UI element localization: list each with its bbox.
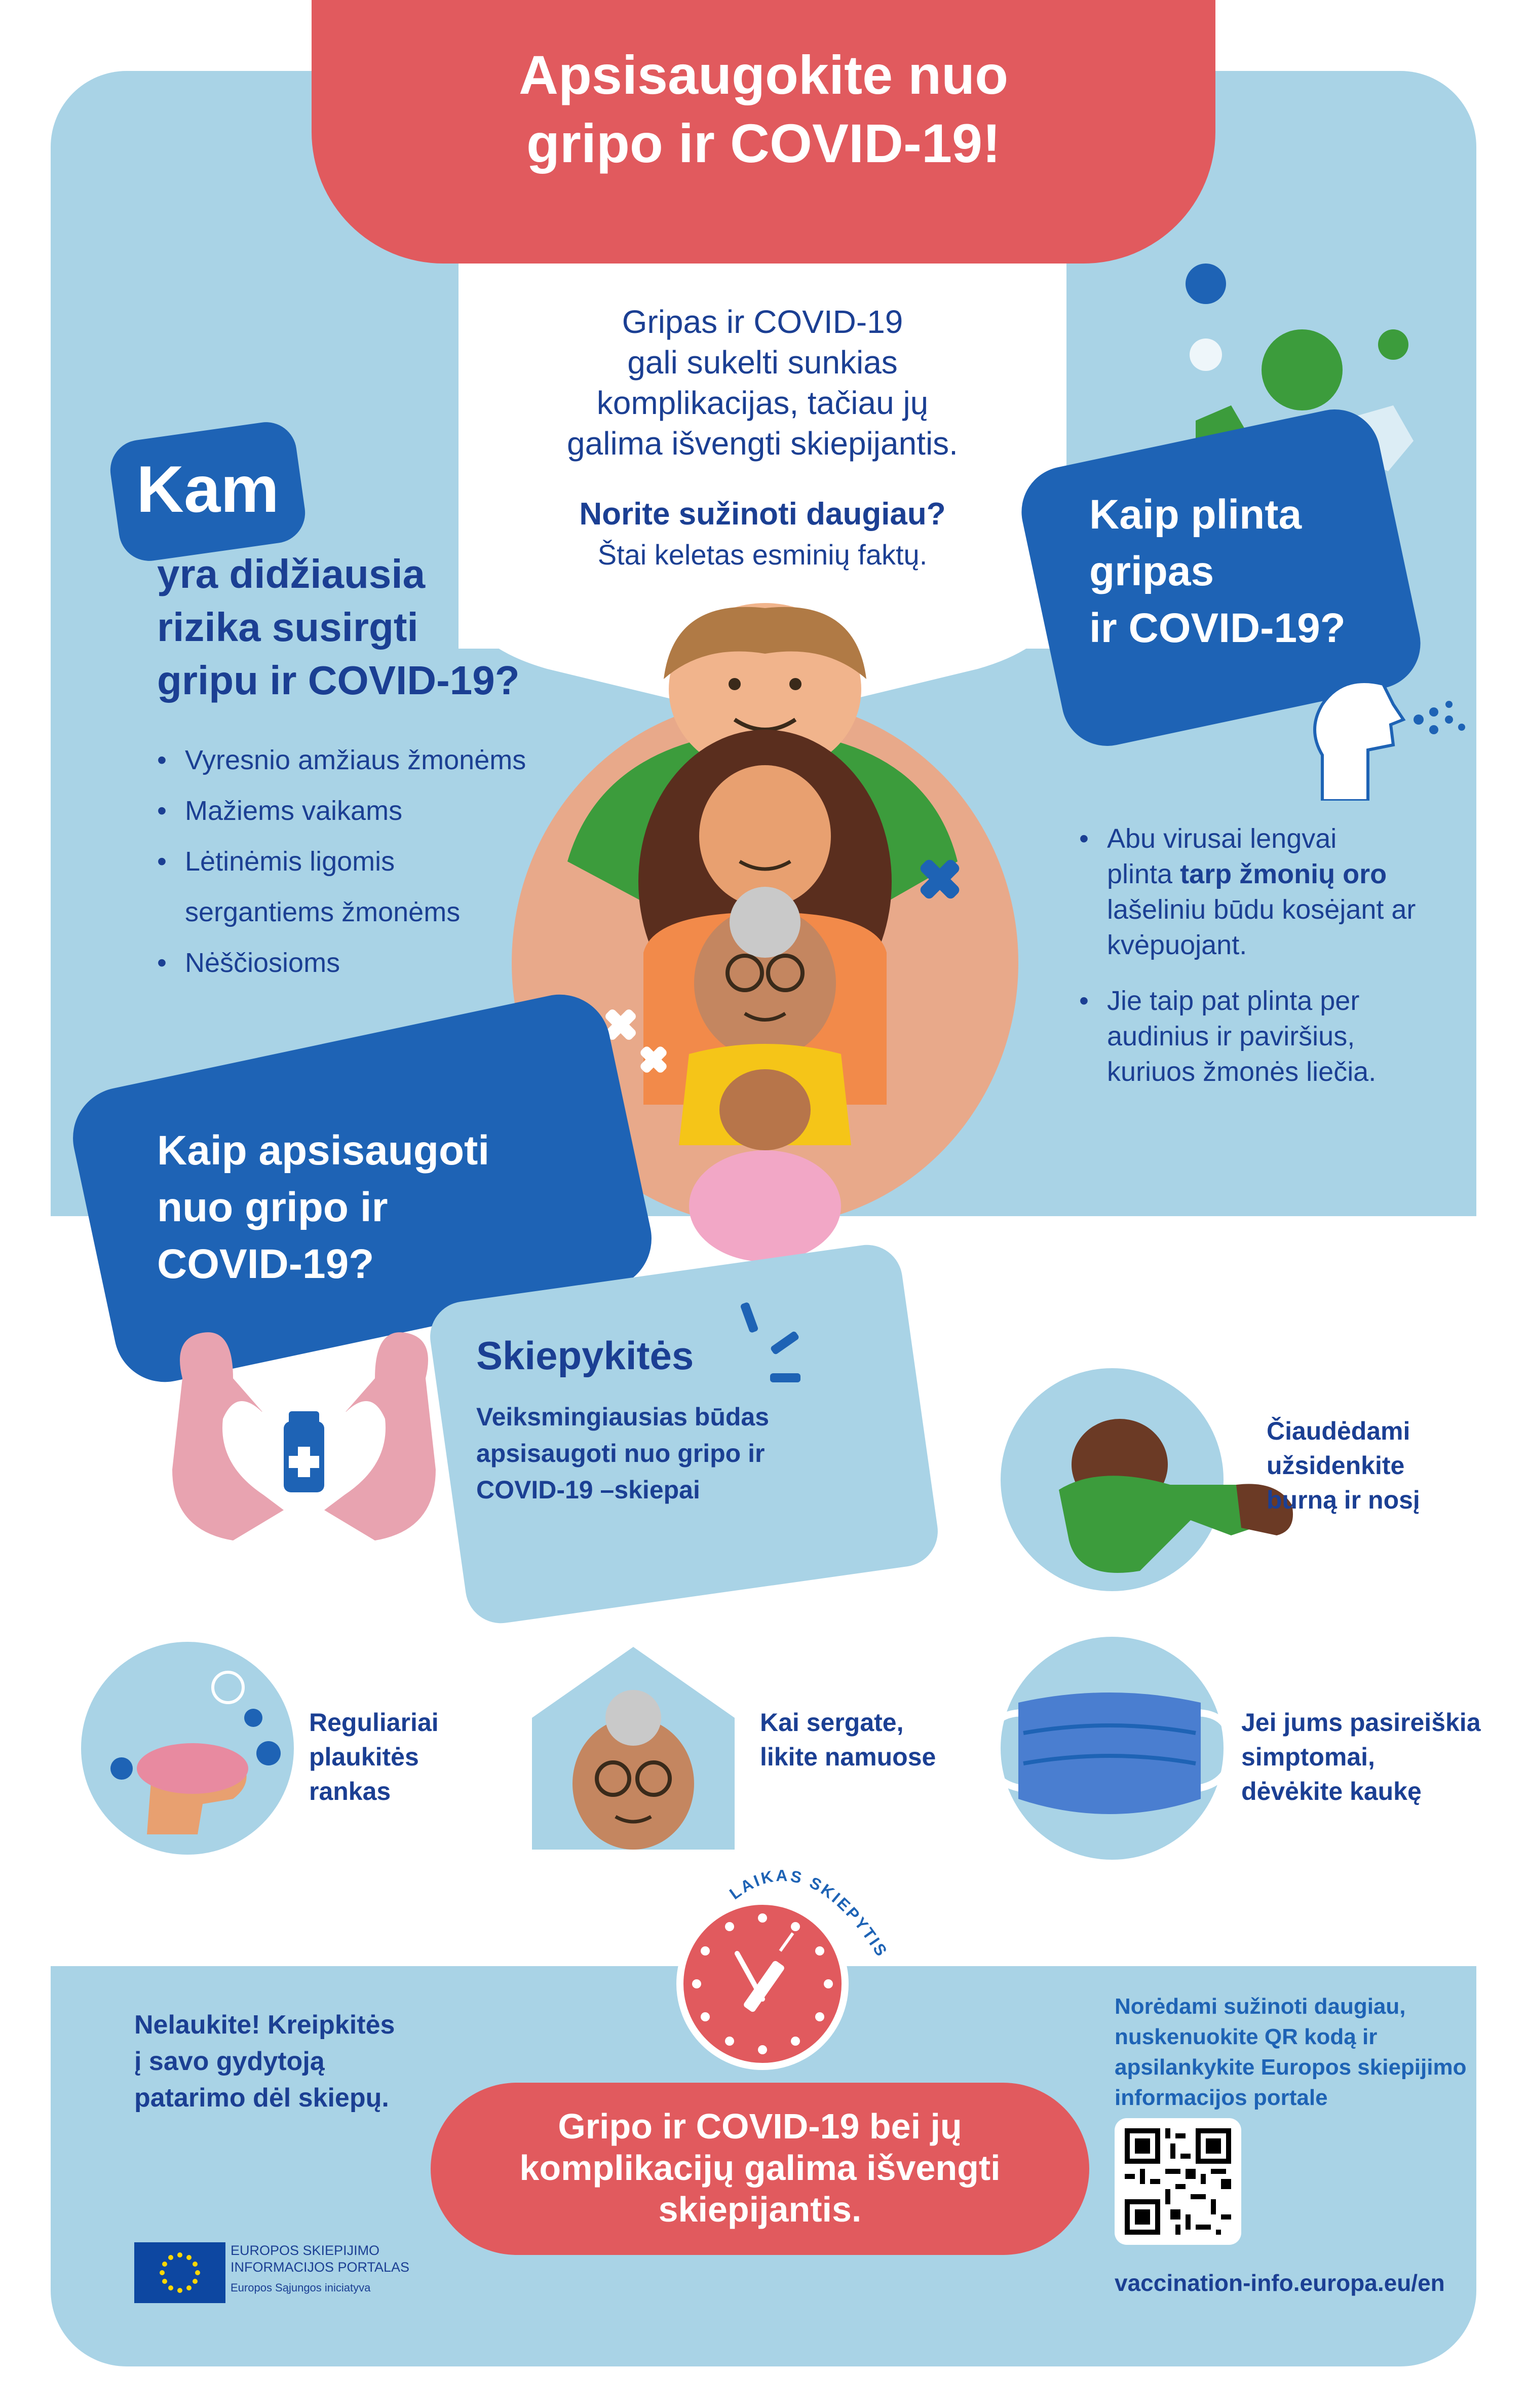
- cta-text: Gripo ir COVID-19 bei jų komplikacijų galima išvengti skiepijantis.: [519, 2106, 1001, 2229]
- consult-doctor-text: Nelaukite! Kreipkitės į savo gydytoją patarimo dėl skiepų.: [134, 2010, 395, 2113]
- risk-item: • Mažiems vaikams: [157, 785, 562, 836]
- sneeze-elbow-icon: [1039, 1419, 1302, 1591]
- portal-link[interactable]: vaccination-info.europa.eu/en: [1115, 2270, 1445, 2296]
- intro-facts-text: Štai keletas esminių faktų.: [597, 539, 928, 571]
- risk-item: • Lėtinėmis ligomis sergantiems žmonėms: [157, 836, 562, 937]
- svg-text:LAIKAS SKIEPYTIS: [726, 1866, 892, 1961]
- cough-icon: [1267, 628, 1469, 801]
- eu-flag-icon: [134, 2242, 225, 2303]
- spread-item: • Jie taip pat plinta per audinius ir paviršius, kuriuos žmonės liečia.: [1079, 983, 1495, 1089]
- face-mask-icon: [973, 1682, 1246, 1834]
- risk-item: • Vyresnio amžiaus žmonėms: [157, 735, 562, 785]
- house-icon: [527, 1642, 740, 1855]
- intro-text: Gripas ir COVID-19 gali sukelti sunkias komplikacijas, tačiau jų galima išvengti skiepijantis.: [567, 304, 958, 462]
- risk-heading: yra didžiausia rizika susirgti gripu ir COVID-19?: [157, 551, 520, 703]
- attention-lines-icon: [740, 1297, 826, 1399]
- sneeze-tip-text: Čiaudėdami užsidenkite burną ir nosį: [1267, 1417, 1420, 1514]
- eu-portal-subtitle: Europos Sąjungos iniciatyva: [231, 2281, 371, 2294]
- qr-code[interactable]: [1115, 2118, 1241, 2245]
- hand-washing-icon: [101, 1667, 294, 1850]
- spread-item-emphasis: tarp žmonių oro: [1180, 859, 1387, 889]
- kam-badge-text: Kam: [136, 452, 279, 526]
- protect-heading: Kaip apsisaugoti nuo gripo ir COVID-19?: [157, 1127, 490, 1287]
- home-tip-text: Kai sergate, likite namuose: [760, 1708, 936, 1771]
- spread-heading: Kaip plinta gripas ir COVID-19?: [1089, 492, 1346, 651]
- clock-label-arc: [719, 1855, 912, 1986]
- clock-label: LAIKAS SKIEPYTIS: [726, 1866, 892, 1961]
- qr-instructions: Norėdami sužinoti daugiau, nuskenuokite QR kodą ir apsilankykite Europos skiepijimo informacijos portale: [1115, 1994, 1467, 2110]
- eu-portal-name: EUROPOS SKIEPIJIMO INFORMACIJOS PORTALAS: [231, 2243, 410, 2275]
- page-title: Apsisaugokite nuo gripo ir COVID-19!: [518, 44, 1009, 174]
- vaccinate-heading: Skiepykitės: [476, 1333, 694, 1378]
- intro-more-heading: Norite sužinoti daugiau?: [579, 497, 946, 532]
- spread-item-text: Abu virusai lengvai plinta: [1107, 823, 1337, 889]
- risk-item: • Nėščiosioms: [157, 937, 562, 988]
- qr-code-icon: [1115, 2118, 1241, 2245]
- mask-tip-text: Jei jums pasireiškia simptomai, dėvėkite kaukę: [1241, 1708, 1481, 1805]
- vaccinate-body: Veiksmingiausias būdas apsisaugoti nuo gripo ir COVID-19 –skiepai: [476, 1403, 770, 1504]
- spread-item: [1079, 821, 1495, 963]
- vaccine-heart-hands-icon: [162, 1318, 446, 1551]
- wash-tip-text: Reguliariai plaukitės rankas: [309, 1708, 439, 1805]
- spread-item-text: lašeliniu būdu kosėjant ar kvėpuojant.: [1107, 894, 1416, 960]
- spread-list: [1079, 821, 1495, 1110]
